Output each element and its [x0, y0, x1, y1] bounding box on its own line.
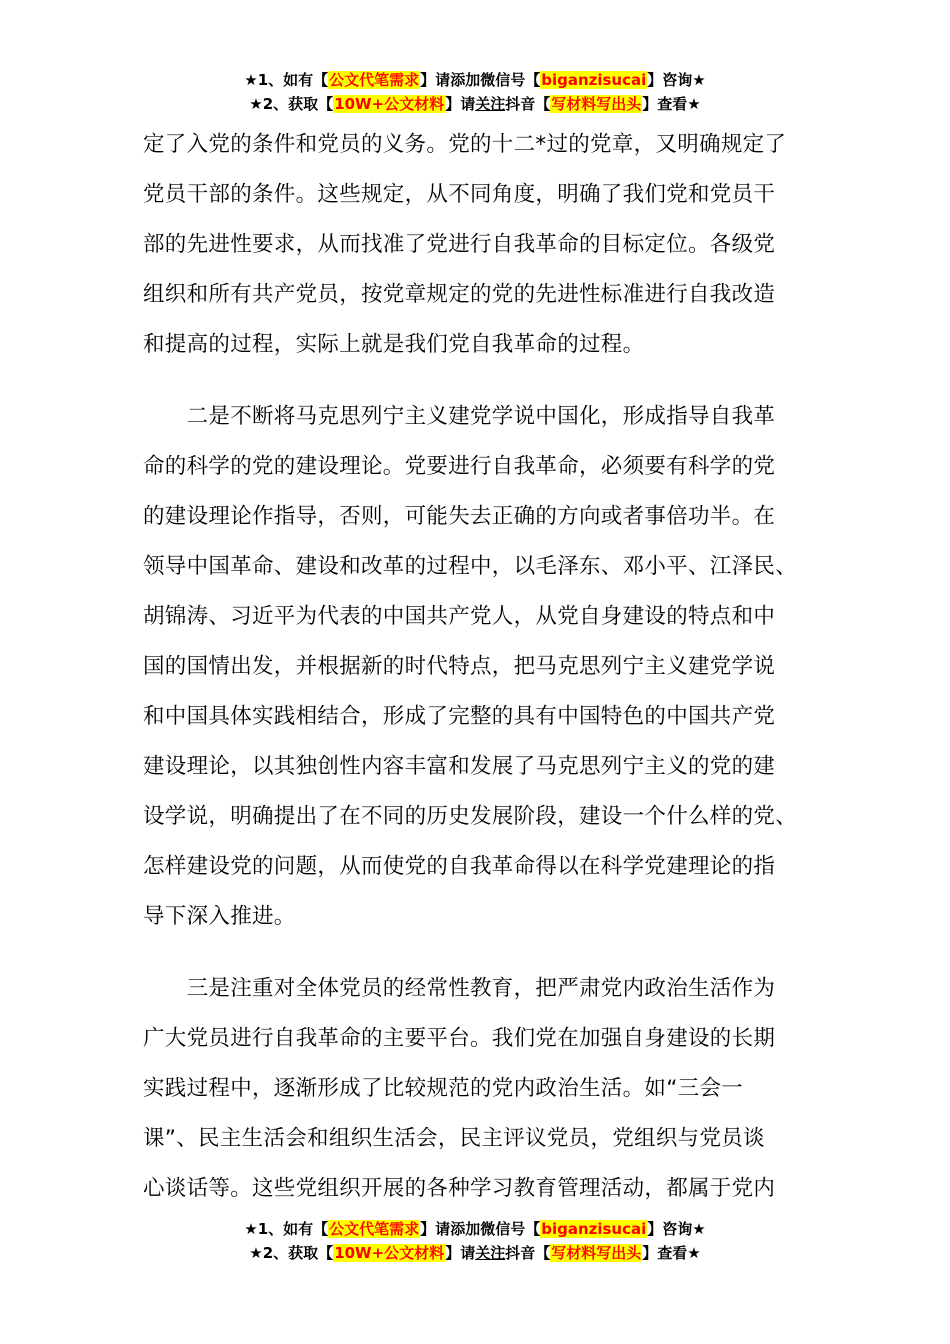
banner-text: 】查看★: [642, 95, 701, 113]
text-line: 国的国情出发，并根据新的时代特点，把马克思列宁主义建党学说: [143, 654, 776, 679]
banner-text: 微信号【: [480, 1220, 541, 1238]
banner-text: ★1、如有【: [244, 71, 329, 89]
text-line: 心谈话等。这些党组织开展的各种学习教育管理活动，都属于党内: [143, 1176, 776, 1201]
banner-text: ★1、如有【: [244, 1220, 329, 1238]
banner-text: 】查看★: [642, 1244, 701, 1262]
text-line: 课”、民主生活会和组织生活会，民主评议党员，党组织与党员谈: [143, 1126, 765, 1151]
banner-line-2: [0, 1241, 950, 1265]
banner-emphasis: 关注: [475, 1244, 506, 1262]
banner-text: 】咨询★: [647, 71, 706, 89]
text-line: 领导中国革命、建设和改革的过程中，以毛泽东、邓小平、江泽民、: [143, 554, 798, 579]
header-banner: [0, 68, 950, 116]
text-line: 命的科学的党的建设理论。党要进行自我革命，必须要有科学的党: [143, 454, 776, 479]
banner-highlight: 10W+公文材料: [334, 1244, 445, 1262]
text-line: 组织和所有共产党员，按党章规定的党的先进性标准进行自我改造: [143, 282, 776, 307]
text-line: 导下深入推进。: [143, 904, 296, 929]
banner-text: ★2、获取【: [249, 1244, 334, 1262]
text-line: 胡锦涛、习近平为代表的中国共产党人，从党自身建设的特点和中: [143, 604, 776, 629]
text-line: 实践过程中，逐渐形成了比较规范的党内政治生活。如“三会一: [143, 1076, 744, 1101]
footer-banner: [0, 1217, 950, 1265]
banner-text: ★2、获取【: [249, 95, 334, 113]
text-line: 建设理论，以其独创性内容丰富和发展了马克思列宁主义的党的建: [143, 754, 776, 779]
banner-highlight: 写材料写出头: [551, 1244, 642, 1262]
text-line: 部的先进性要求，从而找准了党进行自我革命的目标定位。各级党: [143, 232, 776, 257]
banner-emphasis: 添加: [450, 71, 481, 89]
text-line: 党员干部的条件。这些规定，从不同角度，明确了我们党和党员干: [143, 182, 776, 207]
banner-line-1: [0, 68, 950, 92]
paragraph-3: [143, 964, 811, 1214]
banner-highlight: 写材料写出头: [551, 95, 642, 113]
banner-emphasis: 关注: [475, 95, 506, 113]
banner-text: 抖音【: [505, 95, 551, 113]
banner-text: 】请: [445, 95, 476, 113]
banner-line-1: [0, 1217, 950, 1241]
paragraph-1: [143, 120, 811, 370]
text-line: 设学说，明确提出了在不同的历史发展阶段，建设一个什么样的党、: [143, 804, 798, 829]
banner-highlight: 公文代笔需求: [329, 1220, 420, 1238]
banner-text: 微信号【: [480, 71, 541, 89]
text-line: 三是注重对全体党员的经常性教育，把严肃党内政治生活作为: [143, 976, 776, 1001]
text-line: 的建设理论作指导，否则，可能失去正确的方向或者事倍功半。在: [143, 504, 776, 529]
banner-text: 】咨询★: [647, 1220, 706, 1238]
paragraph-2: [143, 392, 811, 942]
banner-highlight: biganzisucai: [541, 1220, 647, 1238]
banner-highlight: 公文代笔需求: [329, 71, 420, 89]
document-body: [143, 120, 811, 1214]
banner-line-2: [0, 92, 950, 116]
text-line: 和提高的过程，实际上就是我们党自我革命的过程。: [143, 332, 645, 357]
banner-emphasis: 添加: [450, 1220, 481, 1238]
banner-highlight: biganzisucai: [541, 71, 647, 89]
banner-text: 】请: [445, 1244, 476, 1262]
banner-highlight: 10W+公文材料: [334, 95, 445, 113]
text-line: 怎样建设党的问题，从而使党的自我革命得以在科学党建理论的指: [143, 854, 776, 879]
banner-text: 】请: [420, 71, 451, 89]
text-line: 和中国具体实践相结合，形成了完整的具有中国特色的中国共产党: [143, 704, 776, 729]
text-line: 定了入党的条件和党员的义务。党的十二*过的党章，又明确规定了: [143, 132, 787, 157]
banner-text: 】请: [420, 1220, 451, 1238]
text-line: 二是不断将马克思列宁主义建党学说中国化，形成指导自我革: [143, 404, 776, 429]
text-line: 广大党员进行自我革命的主要平台。我们党在加强自身建设的长期: [143, 1026, 776, 1051]
banner-text: 抖音【: [505, 1244, 551, 1262]
